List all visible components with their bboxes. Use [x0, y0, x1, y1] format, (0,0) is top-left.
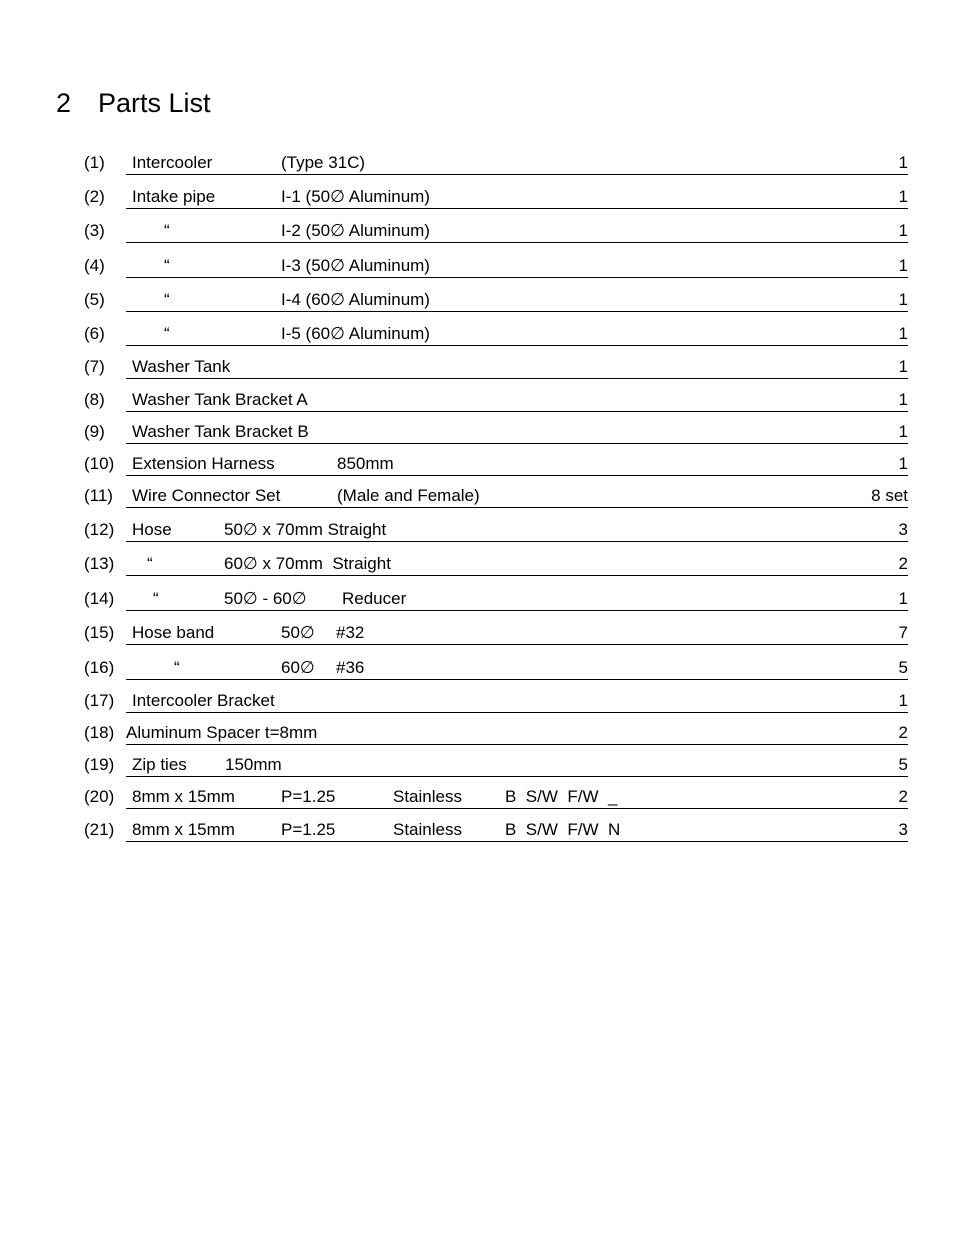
page-title [56, 88, 211, 119]
part-index: (14) [84, 589, 115, 608]
parts-row [0, 482, 954, 508]
part-quantity: 1 [898, 454, 908, 473]
parts-row [0, 252, 954, 278]
part-spec: Stainless [393, 820, 462, 839]
part-index: (17) [84, 691, 115, 710]
part-index: (8) [84, 390, 105, 409]
part-spec: #36 [336, 658, 365, 677]
part-quantity: 1 [898, 290, 908, 309]
part-name: Extension Harness [132, 454, 275, 473]
part-spec: I-2 (50∅ Aluminum) [281, 221, 430, 240]
part-quantity: 1 [898, 324, 908, 343]
part-spec: Stainless [393, 787, 462, 806]
part-name: Intercooler [132, 153, 213, 172]
part-quantity: 7 [898, 623, 908, 642]
parts-row [0, 550, 954, 576]
row-underline [126, 150, 908, 175]
part-index: (18) [84, 723, 115, 742]
parts-row [0, 353, 954, 379]
part-quantity: 1 [898, 256, 908, 275]
part-quantity: 1 [898, 589, 908, 608]
part-spec: I-4 (60∅ Aluminum) [281, 290, 430, 309]
row-underline [126, 620, 908, 645]
part-spec: 150mm [225, 755, 282, 774]
part-spec: 50∅ - 60∅ [224, 589, 307, 608]
part-quantity: 1 [898, 390, 908, 409]
part-index: (19) [84, 755, 115, 774]
section-title: Parts List [98, 88, 211, 118]
part-quantity: 1 [898, 221, 908, 240]
part-index: (12) [84, 520, 115, 539]
part-name: Zip ties [132, 755, 187, 774]
parts-row [0, 783, 954, 809]
part-name: “ [174, 658, 180, 677]
part-quantity: 3 [898, 520, 908, 539]
part-index: (7) [84, 357, 105, 376]
part-spec: I-5 (60∅ Aluminum) [281, 324, 430, 343]
part-spec: B S/W F/W _ [505, 787, 618, 806]
part-index: (2) [84, 187, 105, 206]
part-index: (15) [84, 623, 115, 642]
part-name: “ [164, 221, 170, 240]
row-underline [126, 655, 908, 680]
parts-row [0, 386, 954, 412]
part-index: (4) [84, 256, 105, 275]
part-quantity: 1 [898, 153, 908, 172]
part-quantity: 2 [898, 554, 908, 573]
part-name: Washer Tank [132, 357, 231, 376]
row-underline [126, 354, 908, 379]
parts-row [0, 450, 954, 476]
part-spec: (Type 31C) [281, 153, 366, 172]
parts-row [0, 149, 954, 175]
part-index: (20) [84, 787, 115, 806]
part-quantity: 3 [898, 820, 908, 839]
part-name: 8mm x 15mm [132, 820, 235, 839]
section-number: 2 [56, 88, 72, 118]
part-quantity: 2 [898, 723, 908, 742]
part-quantity: 8 set [871, 486, 908, 505]
part-spec: I-1 (50∅ Aluminum) [281, 187, 430, 206]
part-spec: (Male and Female) [337, 486, 480, 505]
parts-row [0, 217, 954, 243]
part-spec: #32 [336, 623, 365, 642]
row-underline [126, 287, 908, 312]
part-spec: 60∅ [281, 658, 315, 677]
part-spec: Reducer [342, 589, 407, 608]
parts-row [0, 719, 954, 745]
part-index: (16) [84, 658, 115, 677]
part-name: “ [147, 554, 153, 573]
part-name: “ [164, 256, 170, 275]
part-index: (5) [84, 290, 105, 309]
part-index: (6) [84, 324, 105, 343]
parts-row [0, 687, 954, 713]
parts-row [0, 418, 954, 444]
part-name: “ [164, 290, 170, 309]
parts-row [0, 286, 954, 312]
parts-row [0, 516, 954, 542]
part-index: (13) [84, 554, 115, 573]
part-spec: 850mm [337, 454, 394, 473]
part-spec: P=1.25 [281, 820, 336, 839]
part-name: Intake pipe [132, 187, 216, 206]
part-name: “ [164, 324, 170, 343]
row-underline [126, 184, 908, 209]
part-quantity: 1 [898, 422, 908, 441]
parts-row [0, 320, 954, 346]
row-underline [126, 321, 908, 346]
part-name: Washer Tank Bracket B [132, 422, 309, 441]
part-spec: 50∅ [281, 623, 315, 642]
part-quantity: 1 [898, 357, 908, 376]
part-name: Aluminum Spacer t=8mm [126, 723, 318, 742]
part-index: (1) [84, 153, 105, 172]
part-index: (9) [84, 422, 105, 441]
part-index: (11) [84, 486, 113, 505]
part-name: Hose [132, 520, 172, 539]
part-index: (21) [84, 820, 115, 839]
parts-row [0, 751, 954, 777]
part-index: (3) [84, 221, 105, 240]
parts-row [0, 585, 954, 611]
part-name: “ [153, 589, 159, 608]
part-quantity: 1 [898, 187, 908, 206]
part-spec: I-3 (50∅ Aluminum) [281, 256, 430, 275]
parts-row [0, 816, 954, 842]
row-underline [126, 218, 908, 243]
parts-row [0, 183, 954, 209]
part-name: Intercooler Bracket [132, 691, 275, 710]
row-underline [126, 253, 908, 278]
part-spec: P=1.25 [281, 787, 336, 806]
part-name: Hose band [132, 623, 215, 642]
part-quantity: 2 [898, 787, 908, 806]
parts-row [0, 654, 954, 680]
part-spec: B S/W F/W N [505, 820, 621, 839]
part-quantity: 5 [898, 755, 908, 774]
part-index: (10) [84, 454, 115, 473]
parts-row [0, 619, 954, 645]
part-quantity: 1 [898, 691, 908, 710]
part-quantity: 5 [898, 658, 908, 677]
part-spec: 60∅ x 70mm Straight [224, 554, 391, 573]
part-name: 8mm x 15mm [132, 787, 235, 806]
part-name: Washer Tank Bracket A [132, 390, 308, 409]
part-name: Wire Connector Set [132, 486, 281, 505]
part-spec: 50∅ x 70mm Straight [224, 520, 387, 539]
